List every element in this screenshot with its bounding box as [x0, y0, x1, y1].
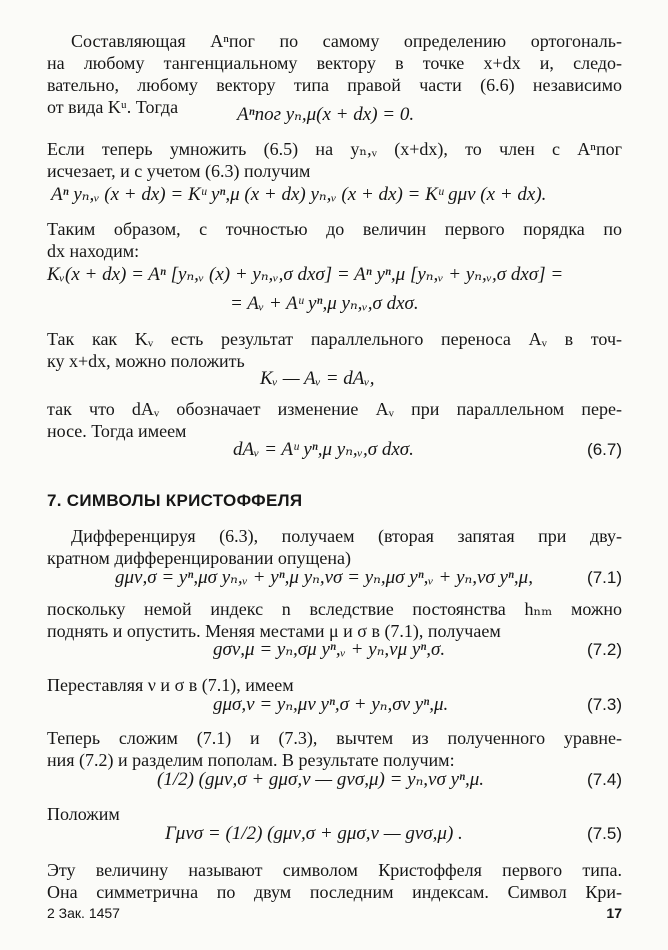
text-line: Так как Kᵥ есть результат параллельного переноса Aᵥ в точ-: [47, 329, 622, 349]
equation-number: (7.3): [587, 695, 622, 714]
text-line: Положим: [47, 804, 120, 824]
equation: [47, 262, 622, 288]
equation-body: Kᵥ — Aᵥ = dAᵥ,: [260, 368, 375, 389]
text-line: от вида Kᵘ. Тогда: [47, 97, 179, 117]
text-line: вательно, любому вектору типа правой части (6.6) независимо: [47, 75, 622, 95]
text-line: Переставляя ν и σ в (7.1), имеем: [47, 675, 294, 695]
equation: [47, 437, 622, 463]
page-number: 17: [606, 905, 622, 921]
printer-signature: 2 Зак. 1457: [47, 905, 120, 921]
equation-body: Aⁿпог yₙ,μ(x + dx) = 0.: [237, 104, 415, 125]
equation-body: gμν,σ = yⁿ,μσ yₙ,ᵥ + yⁿ,μ yₙ,νσ = yₙ,μσ yⁿ,ᵥ + yₙ,νσ yⁿ,μ,: [115, 567, 533, 588]
text-line: ку x+dx, можно положить: [47, 351, 245, 371]
text-line: исчезает, и с учетом (6.3) получим: [47, 161, 311, 181]
equation: [47, 692, 622, 718]
text-line: Дифференцируя (6.3), получаем (вторая запятая при дву-: [71, 526, 622, 546]
equation: [47, 821, 622, 847]
equation: [47, 102, 622, 128]
text-line: Теперь сложим (7.1) и (7.3), вычтем из полученного уравне-: [47, 728, 622, 748]
text-line: Если теперь умножить (6.5) на yₙ,ᵥ (x+dx), то член с Aⁿпог: [47, 139, 622, 159]
equation-number: (7.5): [587, 824, 622, 843]
equation-number: (7.4): [587, 770, 622, 789]
section-heading: 7. СИМВОЛЫ КРИСТОФФЕЛЯ: [47, 491, 303, 510]
text-line: Составляющая Aⁿпог по самому определению ортогональ-: [71, 31, 622, 51]
equation-body: gμσ,ν = yₙ,μν yⁿ,σ + yₙ,σν yⁿ,μ.: [213, 694, 449, 715]
equation-body: Kᵥ(x + dx) = Aⁿ [yₙ,ᵥ (x) + yₙ,ᵥ,σ dxσ] = Aⁿ yⁿ,μ [yₙ,ᵥ + yₙ,ᵥ,σ dxσ] =: [47, 264, 564, 285]
text-line: поднять и опустить. Меняя местами μ и σ в (7.1), получаем: [47, 621, 501, 641]
text-line: носе. Тогда имеем: [47, 421, 187, 441]
text-line: dx находим:: [47, 241, 140, 261]
text-line: так что dAᵥ обозначает изменение Aᵥ при параллельном пере-: [47, 399, 622, 419]
equation-body: Aⁿ yₙ,ᵥ (x + dx) = Kᵘ yⁿ,μ (x + dx) yₙ,ᵥ (x + dx) = Kᵘ gμν (x + dx).: [51, 184, 547, 205]
equation-number: (6.7): [587, 440, 622, 459]
text-line: кратном дифференцировании опущена): [47, 548, 351, 568]
text-line: Эту величину называют символом Кристоффеля первого типа.: [47, 860, 622, 880]
text-line: Она симметрична по двум последним индексам. Символ Кри-: [47, 882, 622, 902]
equation-body: (1/2) (gμν,σ + gμσ,ν — gνσ,μ) = yₙ,νσ yⁿ,μ.: [157, 769, 485, 790]
equation-body: Γμνσ = (1/2) (gμν,σ + gμσ,ν — gνσ,μ) .: [165, 823, 463, 844]
equation: [47, 182, 622, 208]
equation-number: (7.1): [587, 568, 622, 587]
equation: [47, 637, 622, 663]
equation: [47, 291, 622, 317]
equation: [47, 767, 622, 793]
equation: [47, 366, 622, 392]
text-line: Таким образом, с точностью до величин первого порядка по: [47, 219, 622, 239]
text-line: на любому тангенциальному вектору в точке x+dx и, следо-: [47, 53, 622, 73]
text-line: поскольку немой индекс n вследствие постоянства hₙₘ можно: [47, 599, 622, 619]
equation: [47, 565, 622, 591]
equation-body: = Aᵥ + Aᵘ yⁿ,μ yₙ,ᵥ,σ dxσ.: [230, 293, 419, 314]
equation-body: gσν,μ = yₙ,σμ yⁿ,ᵥ + yₙ,νμ yⁿ,σ.: [213, 639, 446, 660]
text-line: ния (7.2) и разделим пополам. В результате получим:: [47, 750, 455, 770]
equation-body: dAᵥ = Aᵘ yⁿ,μ yₙ,ᵥ,σ dxσ.: [233, 439, 414, 460]
equation-number: (7.2): [587, 640, 622, 659]
